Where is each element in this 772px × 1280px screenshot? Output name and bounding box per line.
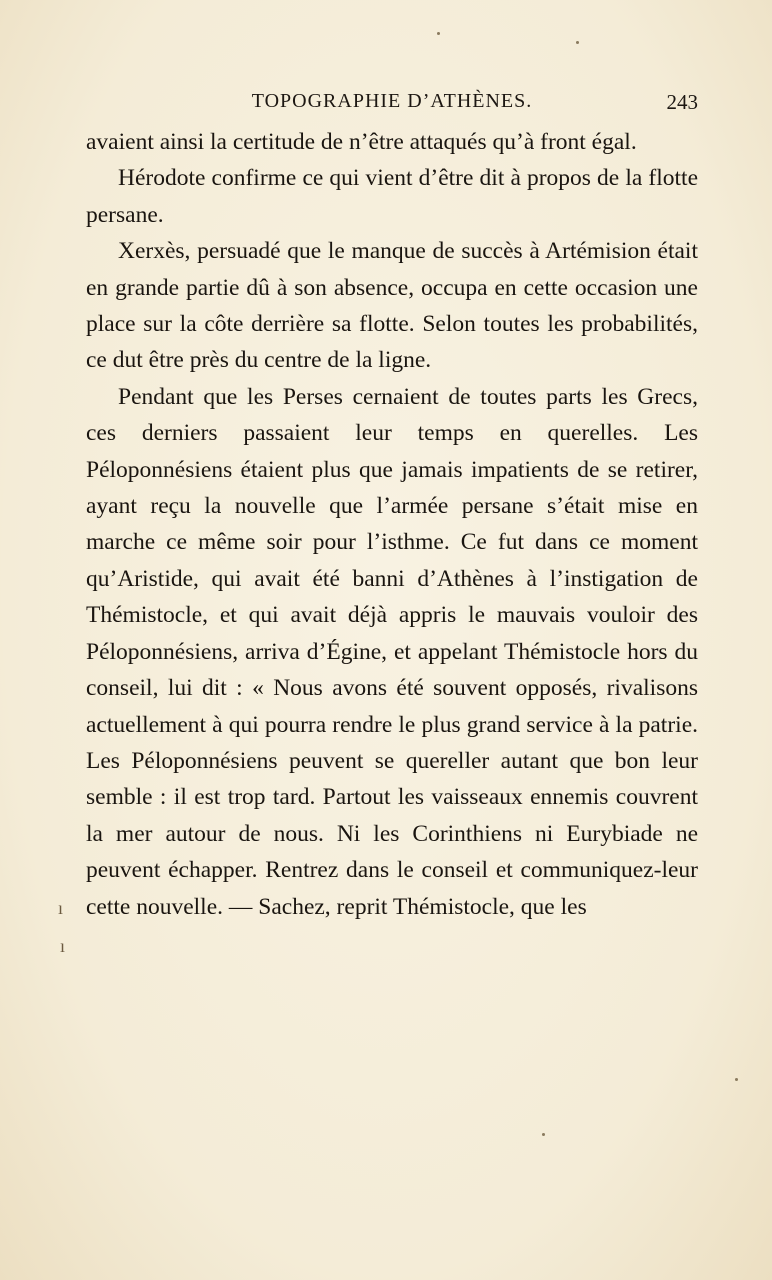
- paper-speck: [576, 41, 579, 44]
- page-header: [86, 88, 698, 118]
- paragraph-4: Pendant que les Perses cernaient de toutes parts les Grecs, ces derniers passaient leur temps en querelles. Les Péloponnésiens étaient plus que jamais impatients de se retirer, ayant reçu la nouvelle que l’armée persane s’était mise en marche ce même soir pour l’isthme. Ce fut dans ce moment qu’Aristide, qui avait été banni d’Athènes à l’instigation de Thémistocle, et qui avait déjà appris le mauvais vouloir des Péloponnésiens, arriva d’Égine, et appelant Thémistocle hors du conseil, lui dit : « Nous avons été souvent opposés, rivalisons actuellement à qui pourra rendre le plus grand service à la patrie. Les Péloponnésiens peuvent se quereller autant que bon leur semble : il est trop tard. Partout les vaisseaux ennemis couvrent la mer autour de nous. Ni les Corinthiens ni Eurybiade ne peuvent échapper. Rentrez dans le conseil et communiquez-leur cette nouvelle. — Sachez, reprit Thémistocle, que les: [86, 383, 698, 920]
- body-text: [86, 124, 698, 925]
- paper-speck: [542, 1133, 545, 1136]
- paper-speck: [437, 32, 440, 35]
- paragraph-1: avaient ainsi la certitude de n’être attaqués qu’à front égal.: [86, 129, 637, 155]
- paper-speck: [735, 1078, 738, 1081]
- margin-mark: ı: [58, 898, 64, 918]
- paragraph-2: Hérodote confirme ce qui vient d’être dit à propos de la flotte persane.: [86, 165, 698, 228]
- paragraph-3: Xerxès, persuadé que le manque de succès à Artémision était en grande partie dû à son absence, occupa en cette occasion une place sur la côte derrière sa flotte. Selon toutes les probabilités, ce dut être près du centre de la ligne.: [86, 238, 698, 374]
- margin-mark: ı: [60, 936, 66, 956]
- page-number: 243: [666, 90, 698, 114]
- running-title: TOPOGRAPHIE D’ATHÈNES.: [251, 90, 533, 112]
